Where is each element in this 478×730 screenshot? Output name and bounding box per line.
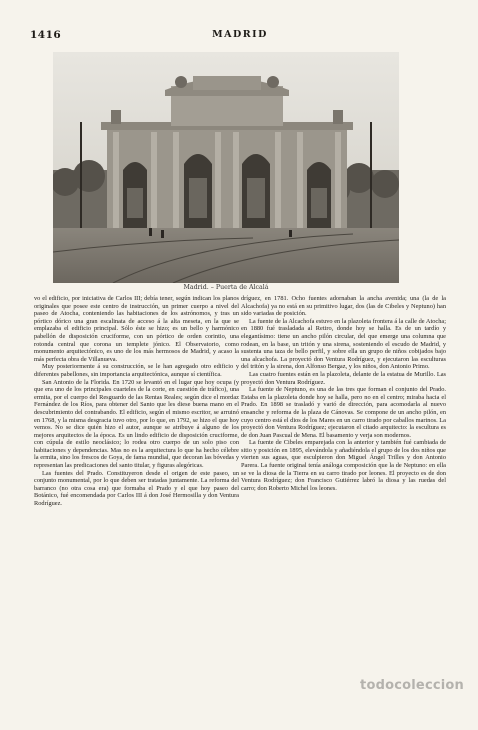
photo-caption: Madrid. – Puerta de Alcalá <box>183 284 269 291</box>
paragraph: dríguez, en 1781. Ocho fuentes adornaban la ancha avenida; una (la de la Alcachofa) ya no está en su primitivo lugar, dos (las de Cibeles y Neptuno) han sido variadas de posición. <box>241 295 446 318</box>
paragraph: La fuente de Neptuno, es una de las tres que forman el conjunto del Prado. Estaba en la plazoleta donde hoy se halla, pero no en el centro; miraba hacia el Prado. En 1898 se trasladó y varió de dirección, para acomodarla al nuevo ensanche y reforma de la plaza de Cánovas. Se compone de un ancho pilón, en cuyo centro está el dios de los Mares en un carro tirado por caballos marinos. La proyectó don Ventura Rodríguez; ejecutaron el citado arquitecto: la escultura es de don Juan Pascual de Mena. El basamento y verja son modernos. <box>241 386 446 439</box>
paragraph: La fuente de la Alcachofa estuvo en la plazoleta frontera á la calle de Atocha; en 1880 fué trasladada al Retiro, donde hoy se halla. Es de un tardío y elegantísimo: tiene un ancho pilón circular, del que emerge una columna que rodean, en la base, un tritón y una sirena, sosteniendo el escudo de Madrid, y sustenta una taza de bello perfil, y sobre ella un grupo de niños cobijados bajo una alcachofa. La proyectó don Ventura Rodríguez, y ejecutaron las esculturas del tritón y la sirena, don Alfonso Bergaz, y los niños, don Antonio Primo. <box>241 317 446 371</box>
paragraph: Las cuatro fuentes están en la plazoleta, delante de la estatua de Murillo. Las proyectó don Ventura Rodríguez. <box>241 370 446 386</box>
running-title: MADRID <box>212 29 268 40</box>
paragraph: La fuente de Cibeles emparejada con la anterior y también fué cambiada de sitio y posición en 1895, elevándola y añadiéndola el grupo de los dos niños que vierten sus aguas, que esculpieron don Miguel Ángel Trilles y don Antonio Parera. La fuente original tenía análoga composición que la de Neptuno: en ella se ve la diosa de la Tierra en su carro tirado por leones. El proyecto es de don Ventura Rodríguez; don Francisco Gutiérrez labró la diosa y las ruedas del carro; don Roberto Michel los leones. <box>241 439 446 492</box>
page-header <box>30 29 450 43</box>
puerta-de-alcala-photo <box>53 52 399 283</box>
right-column <box>241 295 446 700</box>
watermark: todocoleccion <box>360 678 464 693</box>
page-number: 1416 <box>30 29 62 41</box>
paragraph: Muy posteriormente á su construcción, se le han agregado otro edificio y diferentes pabellones, sin importancia arquitectónica, aunque sí científica. <box>34 363 239 378</box>
paragraph: vo el edificio, por iniciativa de Carlos III; debía tener, según indican los planos originales que posee este centro de instrucción, un primer cuerpo a nivel del paseo de Atocha, conteniendo las habitaciones de los astrónomos, y tras un pórtico dórico una gran escalinata de acceso á la alta meseta, en la que se emplazaba el edificio principal. Sólo éste se hizo; es un bello y harmónico pabellón de disposición cruciforme, con un pórtico de orden corintio, una rotonda central que corona un templete jónico. El Observatorio, como monumento arquitectónico, es uno de los más hermosos de Madrid, y acaso la más perfecta obra de Villanueva. <box>34 295 239 363</box>
paragraph: Las fuentes del Prado. Constituyeron desde el origen de este paseo, un conjunto monumental, por lo que deben ser tratadas juntamente. La reforma del barranco (no otra cosa era) que formaba el Prado y el que hoy paseo del Botánico, fué encomendada por Carlos III á don José Hermosilla y don Ventura Rodríguez. <box>34 469 239 508</box>
paragraph: San Antonio de la Florida. En 1720 se levantó en el lugar que hoy ocupa (y que era uno de los principales cuarteles de la corte, en cuestión de tráfico), una ermita, por el cuerpo del Resguardo de las Rentas Reales; según dice el mordaz Fernández de los Ríos, para obtener del Santo que les diese buena mano en el descubrimiento del contrabando. El edificio, según el mismo escritor, se arruinó en 1768, y la misma desgracia tuvo otro, por lo que, en 1792, se hizo el que hoy vemos. No se dice quién hizo el autor, aunque se atribuye á alguno de los mejores arquitectos de la época. Es un lindo edificio de disposición cruciforme, con cúpula de estilo neoclásico; lo rodea otro cuerpo de un solo piso con habitaciones y dependencias. Mas no es la arquitectura lo que ha hecho célebre la ermita, sino los frescos de Goya, de fama mundial, que decoran las bóvedas y representan las predicaciones del santo titular, y figuras alegóricas. <box>34 378 239 470</box>
left-column <box>34 295 239 700</box>
